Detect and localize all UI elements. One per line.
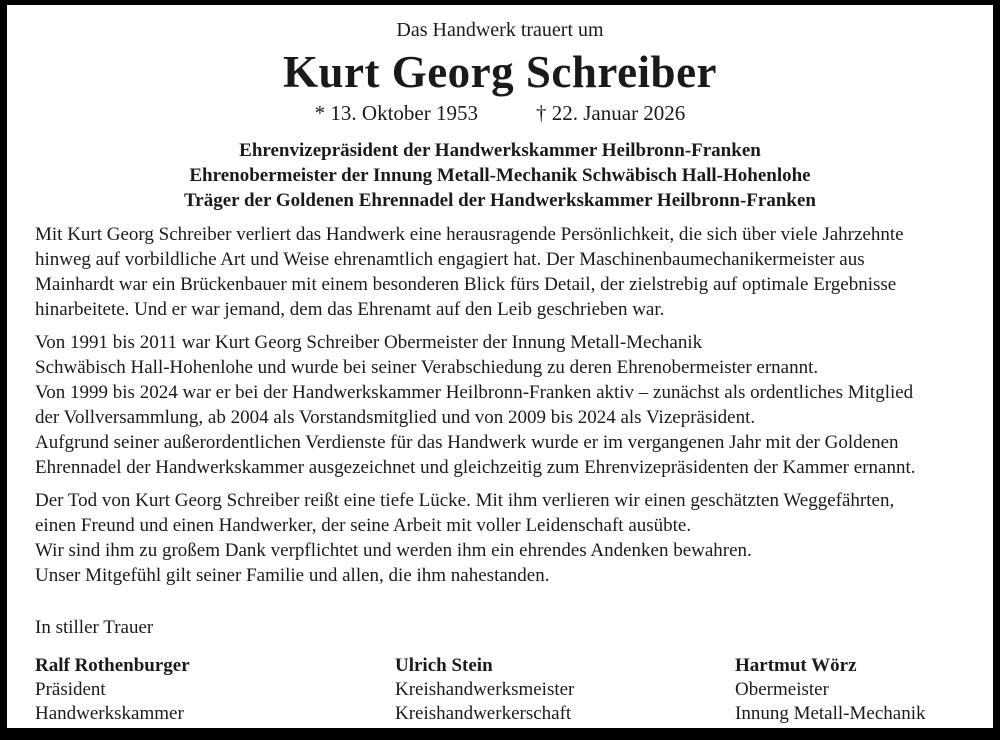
signatory-org: Innung Metall-Mechanik bbox=[735, 703, 926, 724]
deceased-name: Kurt Georg Schreiber bbox=[282, 47, 718, 97]
signature-column-kreishandwerksmeister bbox=[395, 653, 735, 740]
body-line: Mainhardt war ein Brückenbauer mit einem besonderen Blick fürs Detail, der zielstrebig auf optimale Ergebnisse bbox=[35, 274, 897, 295]
signatory-org: Kreishandwerkerschaft bbox=[395, 703, 572, 724]
signatory-org-region: Heilbronn-Franken bbox=[35, 727, 181, 740]
honor-line: Ehrenvizepräsident der Handwerkskammer Heilbronn-Franken bbox=[239, 140, 761, 161]
closing-line: In stiller Trauer bbox=[35, 617, 154, 638]
signatory-name: Ralf Rothenburger bbox=[35, 655, 190, 676]
honor-line: Ehrenobermeister der Innung Metall-Mechanik Schwäbisch Hall-Hohenlohe bbox=[189, 165, 811, 186]
body-line: Wir sind ihm zu großem Dank verpflichtet und werden ihm ein ehrendes Andenken bewahren. bbox=[35, 540, 752, 561]
body-line: einen Freund und einen Handwerker, der seine Arbeit mit voller Leidenschaft ausübte. bbox=[35, 515, 692, 536]
death-date: † 22. Januar 2026 bbox=[536, 101, 686, 125]
signature-column-obermeister bbox=[735, 653, 965, 740]
obituary-body bbox=[35, 222, 965, 640]
signatory-role: Präsident bbox=[35, 679, 106, 700]
birth-date: * 13. Oktober 1953 bbox=[314, 101, 478, 125]
body-line: Von 1991 bis 2011 war Kurt Georg Schreiber Obermeister der Innung Metall-Mechanik bbox=[35, 332, 703, 353]
signatory-org-region: Schwäbisch Hall-Hohenlohe bbox=[735, 727, 953, 740]
signatory-org-region: Schwäbisch Hall bbox=[395, 727, 524, 740]
paragraph-career bbox=[35, 330, 965, 480]
paragraph-tribute bbox=[35, 222, 965, 322]
signatory-name: Ulrich Stein bbox=[395, 655, 493, 676]
body-line: Schwäbisch Hall-Hohenlohe und wurde bei seiner Verabschiedung zu deren Ehrenobermeister ernannt. bbox=[35, 357, 819, 378]
paragraph-condolence bbox=[35, 488, 965, 588]
life-dates bbox=[35, 100, 965, 126]
body-line: Von 1999 bis 2024 war er bei der Handwerkskammer Heilbronn-Franken aktiv – zunächst als ordentliches Mitglied bbox=[35, 382, 914, 403]
body-line: Der Tod von Kurt Georg Schreiber reißt eine tiefe Lücke. Mit ihm verlieren wir einen geschätzten Weggefährten, bbox=[35, 490, 895, 511]
body-line: Ehrennadel der Handwerkskammer ausgezeichnet und gleichzeitig zum Ehrenvizepräsidenten der Kammer ernannt. bbox=[35, 457, 916, 478]
signatory-org: Handwerkskammer bbox=[35, 703, 184, 724]
signatory-role: Kreishandwerksmeister bbox=[395, 679, 575, 700]
honors-block bbox=[35, 138, 965, 213]
body-line: Aufgrund seiner außerordentlichen Verdienste für das Handwerk wurde er im vergangenen Jahr mit der Goldenen bbox=[35, 432, 899, 453]
body-line: hinweg auf vorbildliche Art und Weise ehrenamtlich engagiert hat. Der Maschinenbaumechanikermeister aus bbox=[35, 249, 865, 270]
obituary-header bbox=[35, 18, 965, 213]
body-line: der Vollversammlung, ab 2004 als Vorstandsmitglied und von 2009 bis 2024 als Vizepräsident. bbox=[35, 407, 756, 428]
honor-line: Träger der Goldenen Ehrennadel der Handwerkskammer Heilbronn-Franken bbox=[184, 190, 816, 211]
signatory-role: Obermeister bbox=[735, 679, 829, 700]
body-line: Mit Kurt Georg Schreiber verliert das Handwerk eine herausragende Persönlichkeit, die sich über viele Jahrzehnte bbox=[35, 224, 904, 245]
intro-line: Das Handwerk trauert um bbox=[396, 19, 604, 41]
signatory-name: Hartmut Wörz bbox=[735, 655, 857, 676]
signature-column-president bbox=[35, 653, 395, 740]
body-line: Unser Mitgefühl gilt seiner Familie und allen, die ihm nahestanden. bbox=[35, 565, 550, 586]
body-line: hinarbeitete. Und er war jemand, dem das Ehrenamt auf den Leib geschrieben war. bbox=[35, 299, 665, 320]
signature-block bbox=[35, 653, 965, 740]
